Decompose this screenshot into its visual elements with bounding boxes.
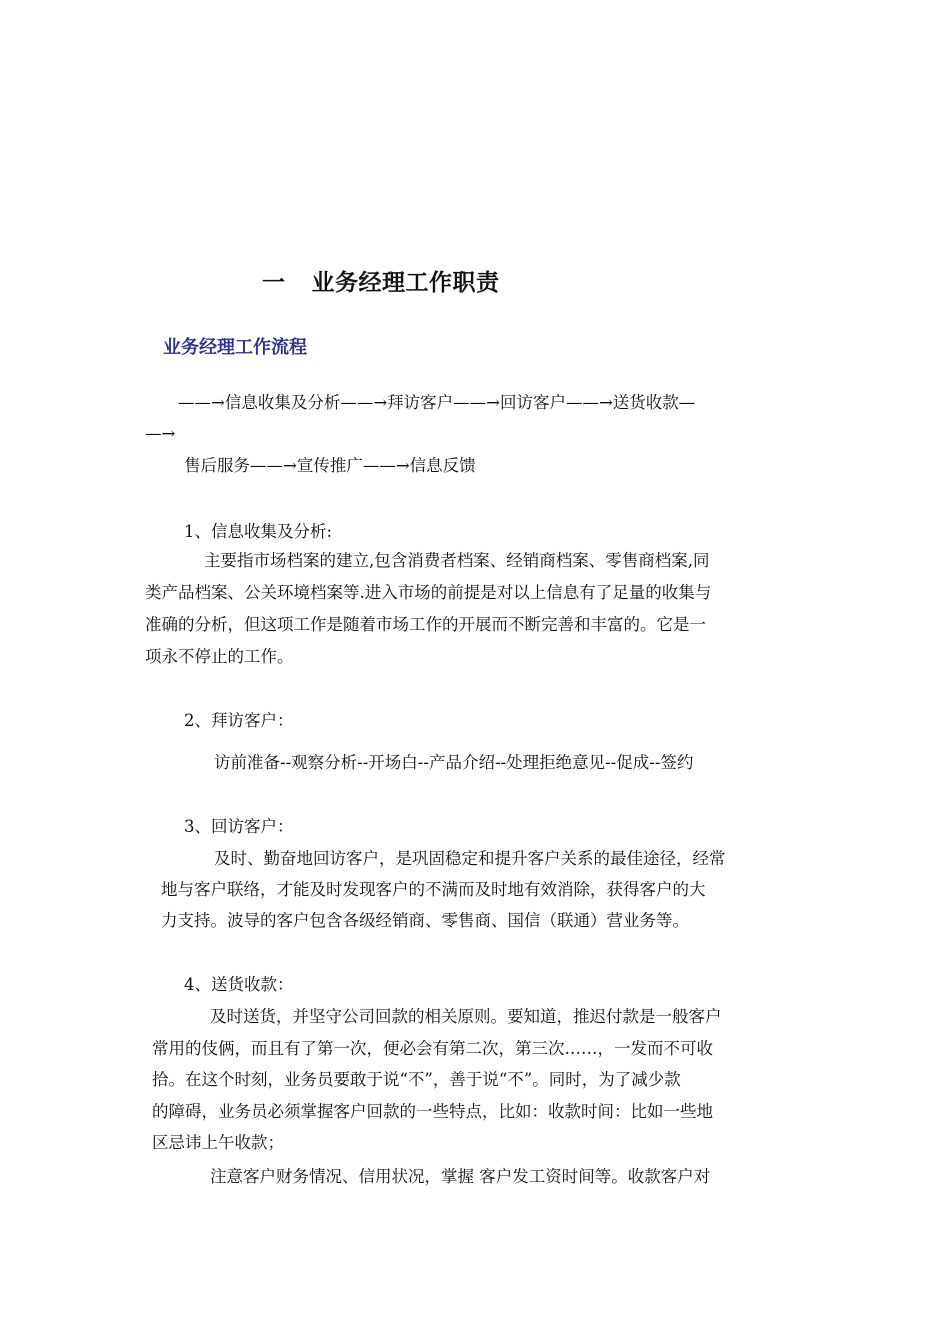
section-4-line-3: 拾。在这个时刻，业务员要敢于说“不”，善于说“不”。同时，为了减少款 — [152, 1070, 681, 1089]
section-1-line-2: 类产品档案、公关环境档案等.进入市场的前提是对以上信息有了足量的收集与 — [145, 583, 712, 602]
title-number: 一 — [262, 270, 286, 296]
section-2-heading: 2、拜访客户： — [184, 711, 294, 730]
section-1-line-1: 主要指市场档案的建立,包含消费者档案、经销商档案、零售商档案,同 — [204, 551, 710, 570]
flow-line-3: 售后服务——→宣传推广——→信息反馈 — [184, 456, 476, 475]
section-4-line-1: 及时送货，并坚守公司回款的相关原则。要知道，推迟付款是一般客户 — [210, 1007, 722, 1026]
title-text: 业务经理工作职责 — [311, 270, 500, 296]
section-1-heading: 1、信息收集及分析: — [184, 522, 333, 541]
flow-line-2: —→ — [145, 424, 176, 443]
section-subtitle: 业务经理工作流程 — [163, 337, 307, 358]
section-3-heading: 3、回访客户： — [184, 817, 294, 836]
section-1-line-3: 准确的分析，但这项工作是随着市场工作的开展而不断完善和丰富的。它是一 — [145, 615, 706, 634]
section-4-line-2: 常用的伎俩，而且有了第一次，便必会有第二次，第三次……，一发而不可收 — [152, 1039, 713, 1058]
section-4-line-6: 注意客户财务情况、信用状况，掌握 客户发工资时间等。收款客户对 — [210, 1167, 711, 1186]
section-4-heading: 4、送货收款： — [184, 975, 294, 994]
section-4-line-4: 的障碍，业务员必须掌握客户回款的一些特点，比如：收款时间：比如一些地 — [152, 1102, 713, 1121]
section-1-line-4: 项永不停止的工作。 — [145, 647, 294, 666]
section-3-line-3: 力支持。波导的客户包含各级经销商、零售商、国信（联通）营业务等。 — [161, 911, 689, 930]
section-4-line-5: 区忌讳上午收款； — [152, 1133, 284, 1152]
section-3-line-2: 地与客户联络，才能及时发现客户的不满而及时地有效消除，获得客户的大 — [161, 880, 706, 899]
flow-line-1: ——→信息收集及分析——→拜访客户——→回访客户——→送货收款— — [178, 393, 696, 412]
section-2-line-1: 访前准备--观察分析--开场白--产品介绍--处理拒绝意见--促成--签约 — [214, 753, 694, 772]
section-3-line-1: 及时、勤奋地回访客户，是巩固稳定和提升客户关系的最佳途径，经常 — [214, 849, 726, 868]
page-title — [262, 264, 500, 297]
